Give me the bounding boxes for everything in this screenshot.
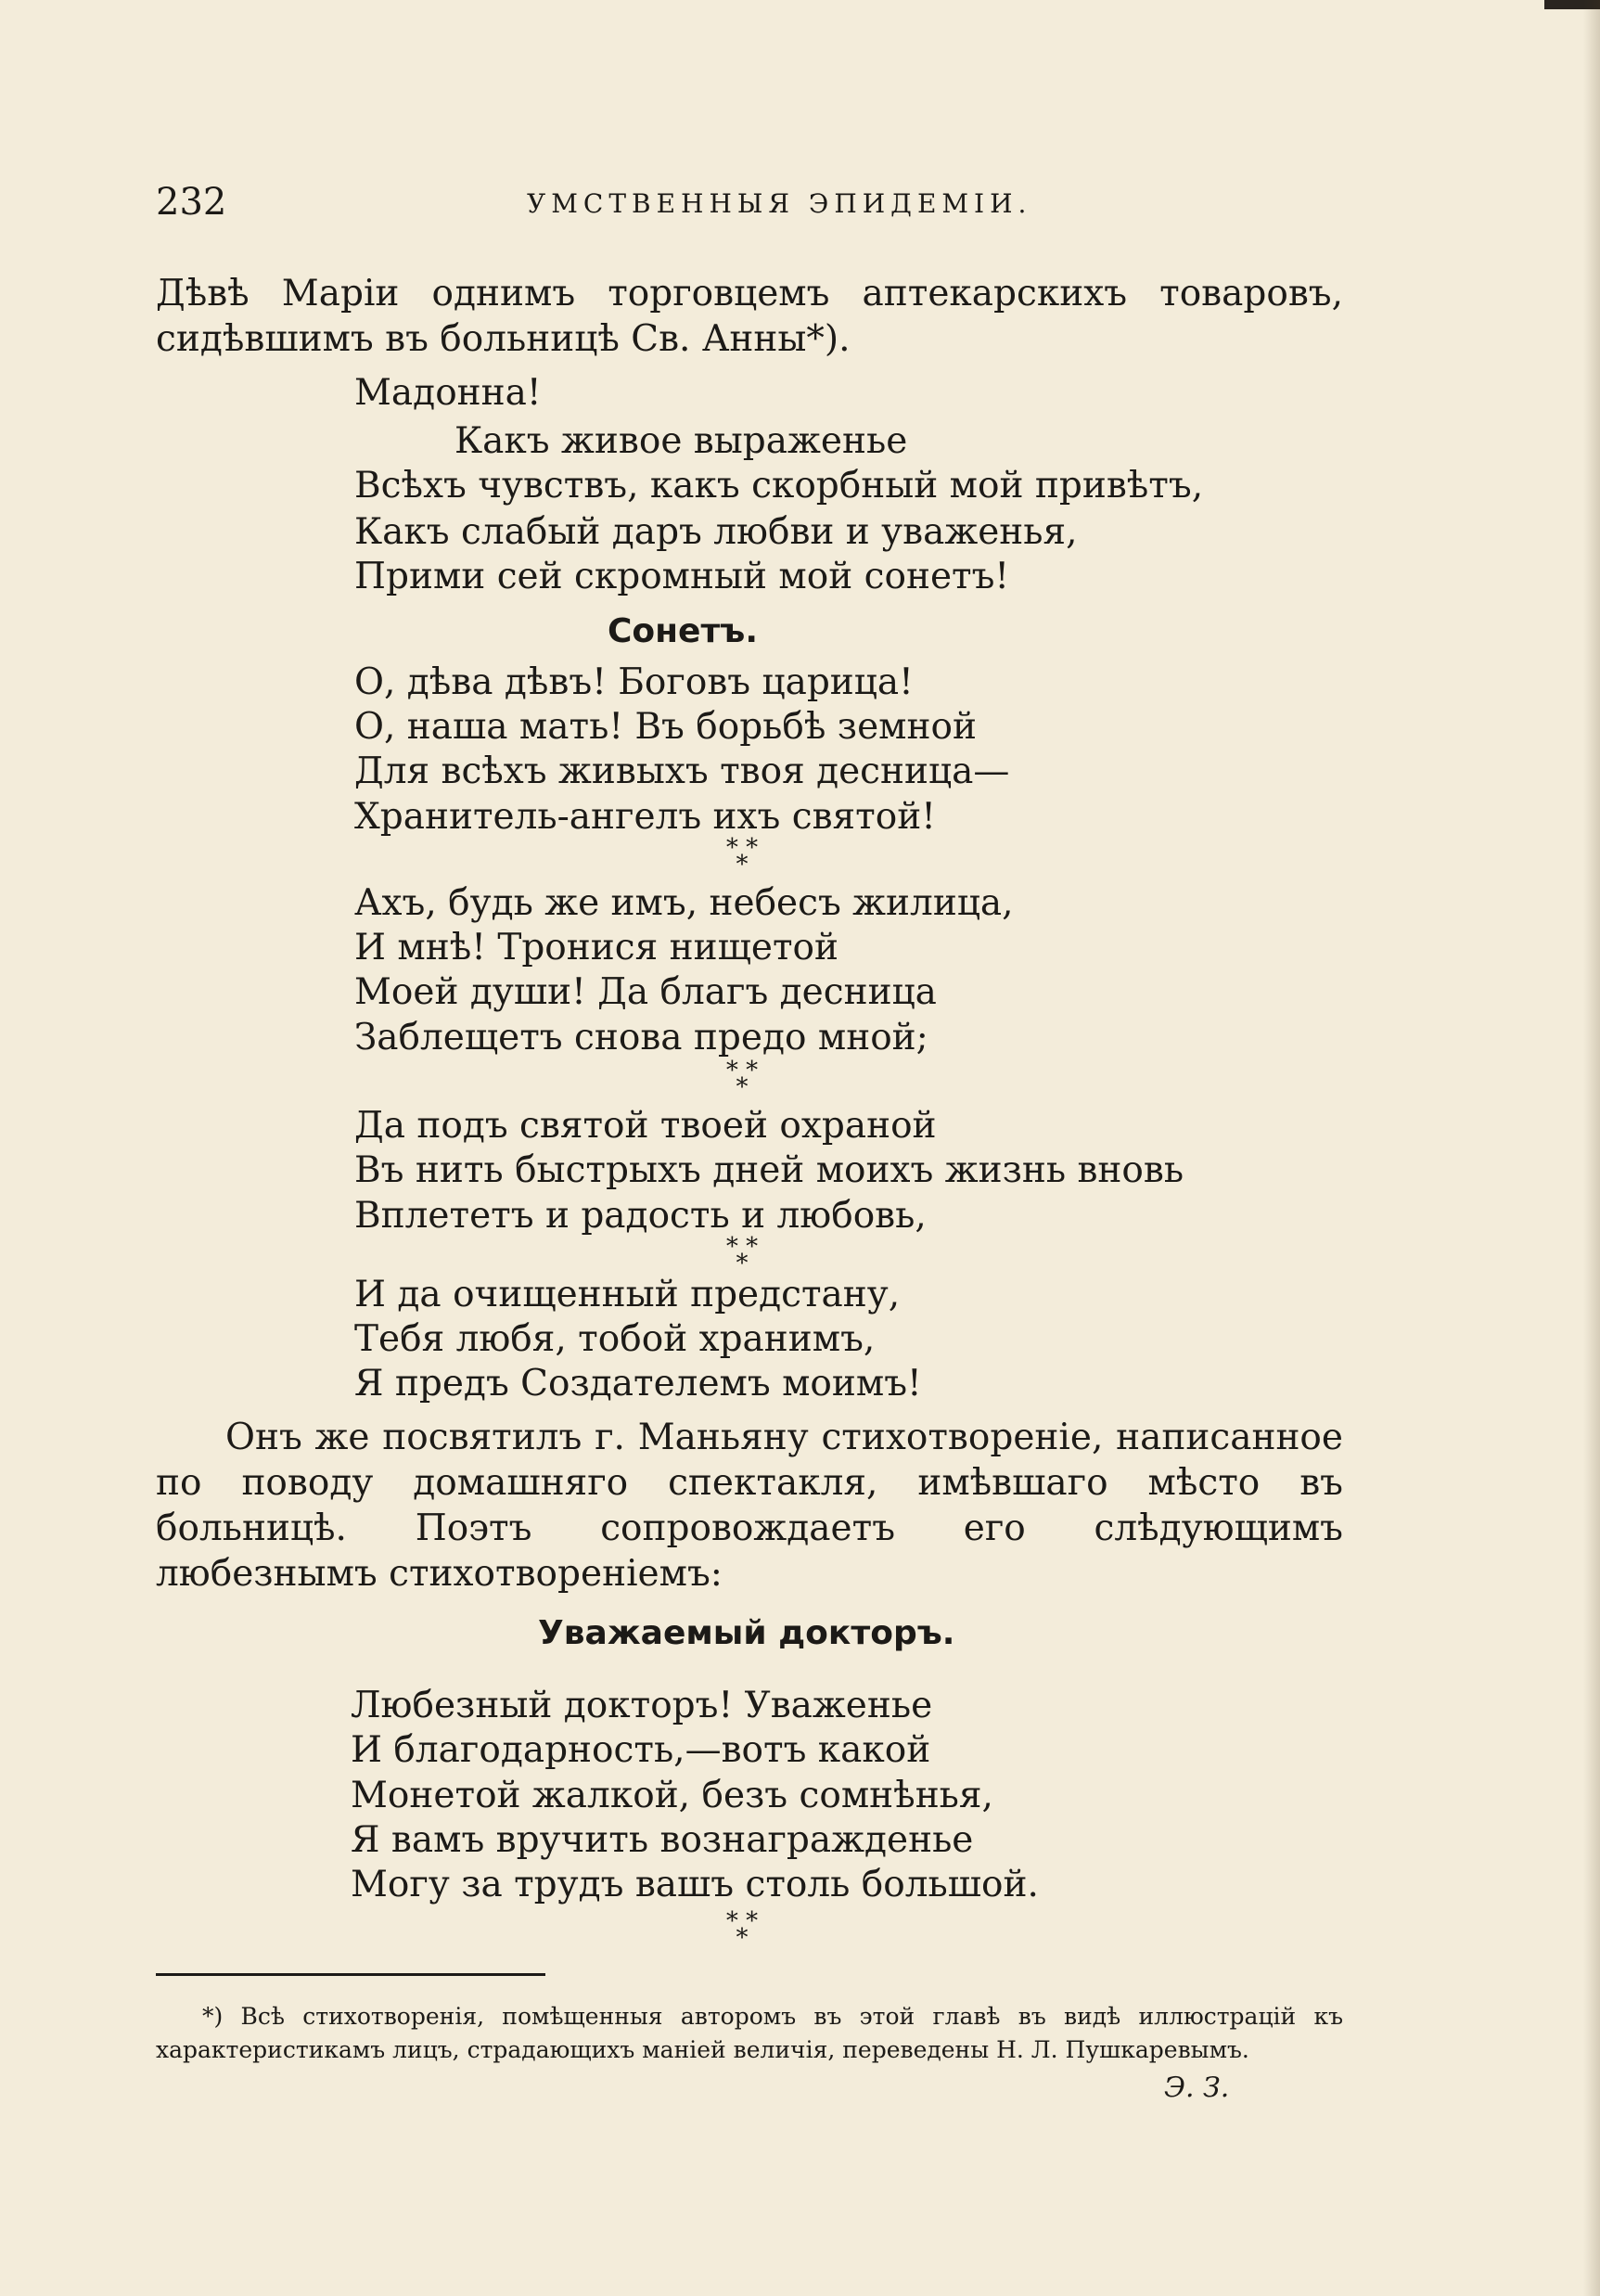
- verse-line: Моей души! Да благъ десница: [354, 971, 937, 1013]
- verse-line: Могу за трудъ вашъ столь большой.: [351, 1864, 1039, 1905]
- page-header: [156, 181, 1343, 227]
- verse-line: Заблещетъ снова предо мной;: [354, 1017, 928, 1058]
- asterism: [723, 1233, 761, 1277]
- verse-line: Какъ слабый даръ любви и уваженья,: [354, 511, 1078, 553]
- asterism: [723, 1907, 761, 1952]
- page-edge-shadow: [1583, 0, 1600, 2296]
- page-number: 232: [156, 181, 227, 224]
- asterism: [723, 834, 761, 879]
- verse-line: И благодарность,—вотъ какой: [351, 1729, 931, 1771]
- asterism: [723, 1057, 761, 1101]
- intro-paragraph: Дѣвѣ Марiи однимъ торговцемъ аптекарскихъ товаровъ, сидѣвшимъ въ больницѣ Св. Анны*).: [156, 273, 1343, 360]
- verse-line: Вплететъ и радость и любовь,: [354, 1195, 927, 1237]
- verse-line: Прими сей скромный мой сонетъ!: [354, 556, 1010, 597]
- footnote-rule: [156, 1973, 545, 1976]
- footnote: *) Всѣ стихотворенiя, помѣщенныя авторомъ въ этой главѣ въ видѣ иллюстрацiй къ характеристикамъ лицъ, страдающихъ манiей величiя, переведены Н. Л. Пушкаревымъ.: [156, 2003, 1343, 2063]
- verse-line: О, дѣва дѣвъ! Боговъ царица!: [354, 661, 914, 703]
- verse-line: Монетой жалкой, безъ сомнѣнья,: [351, 1775, 993, 1816]
- verse-line: И да очищенный предстану,: [354, 1274, 901, 1315]
- verse-line: Хранитель-ангелъ ихъ святой!: [354, 796, 936, 838]
- verse-line: Я предъ Создателемъ моимъ!: [354, 1363, 922, 1405]
- asterism-glyph: * * *: [725, 1907, 759, 1952]
- verse-line: Какъ живое выраженье: [454, 420, 908, 462]
- sonnet-title: Сонетъ.: [608, 612, 759, 650]
- asterism-glyph: * * *: [725, 1233, 759, 1277]
- asterism-glyph: * * *: [725, 834, 759, 879]
- second-paragraph: Онъ же посвятилъ г. Маньяну стихотворенiе, написанное по поводу домашняго спектакля, имѣвшаго мѣсто въ больницѣ. Поэтъ сопровождаетъ его слѣдующимъ любезнымъ стихотворенiемъ:: [156, 1417, 1343, 1595]
- verse-line: Любезный докторъ! Уваженье: [351, 1685, 933, 1726]
- asterism-glyph: * * *: [725, 1057, 759, 1101]
- verse-line: Въ нить быстрыхъ дней моихъ жизнь вновь: [354, 1149, 1184, 1191]
- verse-line: Ахъ, будь же имъ, небесъ жилица,: [354, 882, 1014, 924]
- verse-line: Я вамъ вручить вознагражденье: [351, 1819, 974, 1861]
- verse-line: Да подъ святой твоей охраной: [354, 1105, 937, 1147]
- verse-line: И мнѣ! Тронися нищетой: [354, 927, 838, 968]
- poem-title: Уважаемый докторъ.: [538, 1614, 955, 1652]
- verse-line: Всѣхъ чувствъ, какъ скорбный мой привѣтъ,: [354, 465, 1204, 507]
- running-title: УМСТВЕННЫЯ ЭПИДЕМIИ.: [527, 188, 1032, 219]
- footnote-signature: Э. З.: [1164, 2072, 1230, 2104]
- verse-line: Тебя любя, тобой хранимъ,: [354, 1318, 876, 1360]
- verse-line: Для всѣхъ живыхъ твоя десница—: [354, 750, 1010, 792]
- poem-address: Мадонна!: [354, 372, 542, 414]
- verse-line: О, наша мать! Въ борьбѣ земной: [354, 706, 977, 748]
